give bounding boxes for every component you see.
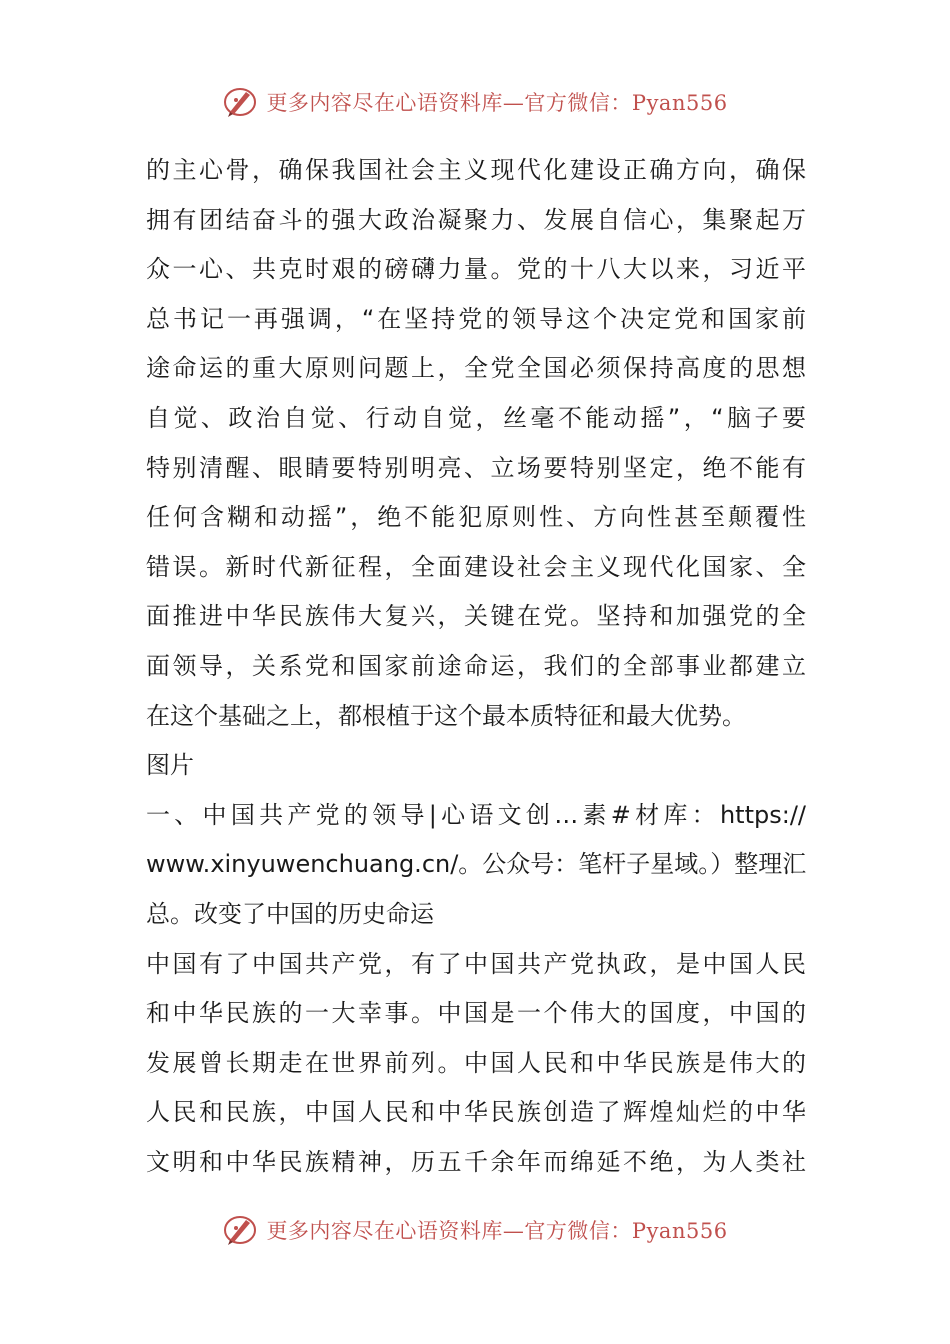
text-line: 自觉、政治自觉、行动自觉，丝毫不能动摇”，“脑子要 [146,403,806,432]
text-line: 发展曾长期走在世界前列。中国人民和中华民族是伟大的 [146,1048,806,1077]
document-body [146,146,806,1187]
text-line: 错误。新时代新征程，全面建设社会主义现代化国家、全 [146,552,806,581]
text-line: 任何含糊和动摇”，绝不能犯原则性、方向性甚至颠覆性 [146,503,806,532]
text-line: 拥有团结奋斗的强大政治凝聚力、发展自信心，集聚起万 [146,205,806,234]
text-line: 众一心、共克时艰的磅礴力量。党的十八大以来，习近平 [146,255,806,284]
text-line: 人民和民族，中国人民和中华民族创造了辉煌灿烂的中华 [146,1098,806,1127]
text-line: 总书记一再强调，“在坚持党的领导这个决定党和国家前 [146,304,806,333]
header-banner-text: 更多内容尽在心语资料库—官方微信：Pyan556 [266,91,728,115]
footer-banner [0,1208,950,1252]
image-caption: 图片 [146,751,194,780]
section-heading-line: 一、中国共产党的领导|心语文创…素#材库：https:// [146,800,806,829]
footer-banner-text: 更多内容尽在心语资料库—官方微信：Pyan556 [266,1219,728,1243]
pen-logo-icon [222,84,258,120]
text-line: 中国有了中国共产党，有了中国共产党执政，是中国人民 [146,949,806,978]
text-line: 面领导，关系党和国家前途命运，我们的全部事业都建立 [146,651,806,680]
text-line: 和中华民族的一大幸事。中国是一个伟大的国度，中国的 [146,999,806,1028]
text-line: 文明和中华民族精神，历五千余年而绵延不绝，为人类社 [146,1147,806,1176]
text-line: 途命运的重大原则问题上，全党全国必须保持高度的思想 [146,354,806,383]
header-banner [0,80,950,124]
section-heading-line: 总。改变了中国的历史命运 [146,899,434,928]
text-line: 的主心骨，确保我国社会主义现代化建设正确方向，确保 [146,156,806,184]
pen-logo-icon [222,1212,258,1248]
text-line: 特别清醒、眼睛要特别明亮、立场要特别坚定，绝不能有 [146,453,806,482]
section-heading-line: www.xinyuwenchuang.cn/。公众号：笔杆子星域。）整理汇 [146,850,806,879]
text-line: 在这个基础之上，都根植于这个最本质特征和最大优势。 [146,701,746,730]
text-line: 面推进中华民族伟大复兴，关键在党。坚持和加强党的全 [146,602,806,631]
